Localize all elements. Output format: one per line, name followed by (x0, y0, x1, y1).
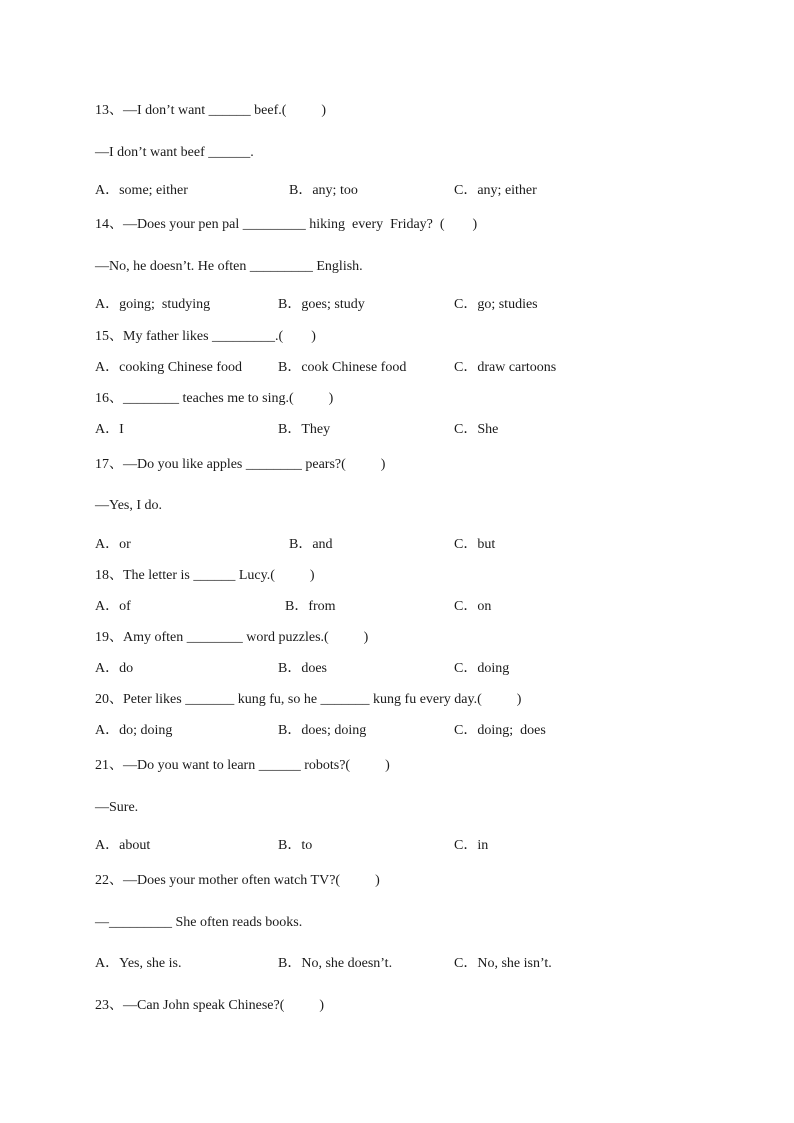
question-21-option-c: C．in (454, 838, 489, 853)
question-15-option-c: C．draw cartoons (454, 360, 557, 375)
question-16-stem: 16、________ teaches me to sing.( ) (95, 391, 334, 406)
question-18-option-b: B．from (285, 599, 336, 614)
question-13-option-b: B．any; too (289, 183, 358, 198)
question-14-option-a: A．going; studying (95, 297, 211, 312)
question-21-option-b: B．to (278, 838, 313, 853)
question-22-option-c: C．No, she isn’t. (454, 956, 552, 971)
question-14-stem: 14、—Does your pen pal _________ hiking every Friday? ( ) (95, 217, 478, 232)
question-20-option-c: C．doing; does (454, 723, 546, 738)
question-22-stem: 22、—Does your mother often watch TV?( ) (95, 873, 380, 888)
question-20-stem: 20、Peter likes _______ kung fu, so he _______ kung fu every day.( ) (95, 692, 522, 707)
question-21-stem: 21、—Do you want to learn ______ robots?( ) (95, 758, 390, 773)
question-13-option-a: A．some; either (95, 183, 188, 198)
question-16-option-a: A．I (95, 422, 124, 437)
question-22-answer-line: —_________ She often reads books. (95, 915, 303, 930)
question-17-option-b: B．and (289, 537, 333, 552)
question-15-option-a: A．cooking Chinese food (95, 360, 242, 375)
question-15-stem: 15、My father likes _________.( ) (95, 329, 316, 344)
question-16-option-b: B．They (278, 422, 331, 437)
question-22-option-a: A．Yes, she is. (95, 956, 182, 971)
question-18-option-c: C．on (454, 599, 492, 614)
question-21-answer-line: —Sure. (95, 800, 139, 815)
question-19-stem: 19、Amy often ________ word puzzles.( ) (95, 630, 369, 645)
question-14-option-c: C．go; studies (454, 297, 538, 312)
question-14-option-b: B．goes; study (278, 297, 365, 312)
question-19-option-b: B．does (278, 661, 327, 676)
question-18-option-a: A．of (95, 599, 131, 614)
question-18-stem: 18、The letter is ______ Lucy.( ) (95, 568, 315, 583)
question-15-option-b: B．cook Chinese food (278, 360, 407, 375)
question-17-answer-line: —Yes, I do. (95, 498, 163, 513)
question-17-option-a: A．or (95, 537, 131, 552)
question-21-option-a: A．about (95, 838, 151, 853)
question-22-option-b: B．No, she doesn’t. (278, 956, 393, 971)
question-16-option-c: C．She (454, 422, 499, 437)
question-17-stem: 17、—Do you like apples ________ pears?( ) (95, 457, 386, 472)
question-23-stem: 23、—Can John speak Chinese?( ) (95, 998, 325, 1013)
question-20-option-b: B．does; doing (278, 723, 367, 738)
question-20-option-a: A．do; doing (95, 723, 173, 738)
question-14-answer-line: —No, he doesn’t. He often _________ English. (95, 259, 363, 274)
question-17-option-c: C．but (454, 537, 496, 552)
question-13-answer-line: —I don’t want beef ______. (95, 145, 254, 160)
question-19-option-a: A．do (95, 661, 134, 676)
question-13-stem: 13、—I don’t want ______ beef.( ) (95, 103, 327, 118)
question-13-option-c: C．any; either (454, 183, 537, 198)
question-19-option-c: C．doing (454, 661, 510, 676)
